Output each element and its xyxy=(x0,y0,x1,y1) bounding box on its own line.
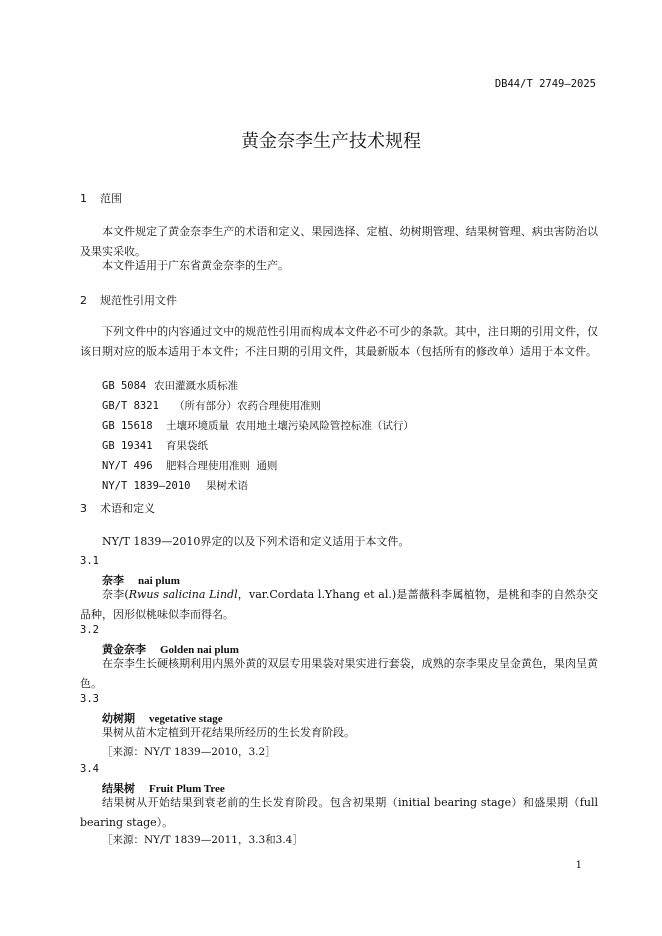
paragraph-text: 本文件适用于广东省黄金奈李的生产。 xyxy=(102,259,289,272)
term-zh: 黄金奈李 xyxy=(102,643,146,656)
reference-item xyxy=(102,438,208,453)
term-en: vegetative stage xyxy=(149,713,223,725)
section-2-paragraph-1 xyxy=(80,322,598,362)
reference-title: 肥料合理使用准则 通则 xyxy=(166,460,278,472)
term-number: 3.3 xyxy=(80,693,99,705)
reference-title: 土壤环境质量 农用地土壤污染风险管控标准（试行） xyxy=(166,420,414,432)
section-3-paragraph-1 xyxy=(80,532,598,552)
section-number: 1 xyxy=(80,192,87,205)
section-title: 规范性引用文件 xyxy=(100,294,177,307)
standard-number: DB44/T 2749—2025 xyxy=(494,78,596,90)
reference-item xyxy=(102,418,414,433)
term-number: 3.2 xyxy=(80,624,99,636)
section-1-heading xyxy=(80,190,122,206)
definition-part: 奈李( xyxy=(102,588,129,601)
reference-title: 果树术语 xyxy=(206,480,248,492)
reference-code: GB 15618 xyxy=(102,420,153,432)
latin-name: Rwus salicina Lindl xyxy=(128,588,238,601)
reference-code: GB 19341 xyxy=(102,440,153,452)
section-number: 2 xyxy=(80,294,87,307)
section-number: 3 xyxy=(80,502,87,515)
term-source: ［来源：NY/T 1839—2010，3.2］ xyxy=(102,746,276,758)
definition-text: 在奈李生长硬核期利用内黑外黄的双层专用果袋对果实进行套袋，成熟的奈李果皮呈金黄色，果肉呈黄色。 xyxy=(80,657,598,690)
section-title: 范围 xyxy=(100,192,122,205)
term-number: 3.4 xyxy=(80,763,99,775)
page-number: 1 xyxy=(575,860,582,871)
term-zh: 奈李 xyxy=(102,574,124,587)
term-definition xyxy=(80,585,598,625)
reference-code: NY/T 496 xyxy=(102,460,153,472)
reference-code: NY/T 1839—2010 xyxy=(102,480,191,492)
definition-text: 果树从苗木定植到开花结果所经历的生长发育阶段。 xyxy=(102,726,355,739)
section-1-paragraph-2 xyxy=(80,256,598,276)
term-zh: 幼树期 xyxy=(102,712,135,725)
section-2-heading xyxy=(80,292,177,308)
reference-item xyxy=(102,478,248,493)
term-definition xyxy=(80,654,598,694)
reference-item xyxy=(102,378,238,393)
paragraph-text: 下列文件中的内容通过文中的规范性引用而构成本文件必不可少的条款。其中，注日期的引用文件，仅该日期对应的版本适用于本文件；不注日期的引用文件，其最新版本（包括所有的修改单）适用于本文件。 xyxy=(80,325,598,358)
term-en: Fruit Plum Tree xyxy=(149,783,225,795)
term-en: nai plum xyxy=(138,575,180,587)
reference-item xyxy=(102,458,277,473)
reference-item xyxy=(102,398,321,413)
section-title: 术语和定义 xyxy=(100,502,155,515)
term-zh: 结果树 xyxy=(102,782,135,795)
term-source: ［来源：NY/T 1839—2011，3.3和3.4］ xyxy=(102,834,303,846)
paragraph-text: 本文件规定了黄金奈李生产的术语和定义、果园选择、定植、幼树期管理、结果树管理、病虫害防治以及果实采收。 xyxy=(80,225,598,258)
definition-text: 结果树从开始结果到衰老前的生长发育阶段。包含初果期（initial bearing stage）和盛果期（full bearing stage）。 xyxy=(80,796,598,829)
section-3-heading xyxy=(80,500,155,516)
reference-code: GB 5084 xyxy=(102,380,147,392)
reference-title: 育果袋纸 xyxy=(166,440,208,452)
definition-text xyxy=(80,588,598,621)
term-definition xyxy=(80,793,598,833)
reference-title: 农田灌溉水质标准 xyxy=(154,380,238,392)
paragraph-text: NY/T 1839—2010界定的以及下列术语和定义适用于本文件。 xyxy=(102,535,410,548)
term-number: 3.1 xyxy=(80,555,99,567)
reference-code: GB/T 8321 xyxy=(102,400,159,412)
term-definition xyxy=(80,723,598,743)
reference-title: （所有部分）农药合理使用准则 xyxy=(174,400,321,412)
term-en: Golden nai plum xyxy=(160,644,239,656)
document-title: 黄金奈李生产技术规程 xyxy=(241,131,421,152)
definition-part: ，var.Cordata l.Yhang et al.)是蔷薇科李属植物，是桃和李的自然杂交品种，因形似桃味似李而得名。 xyxy=(80,588,598,621)
